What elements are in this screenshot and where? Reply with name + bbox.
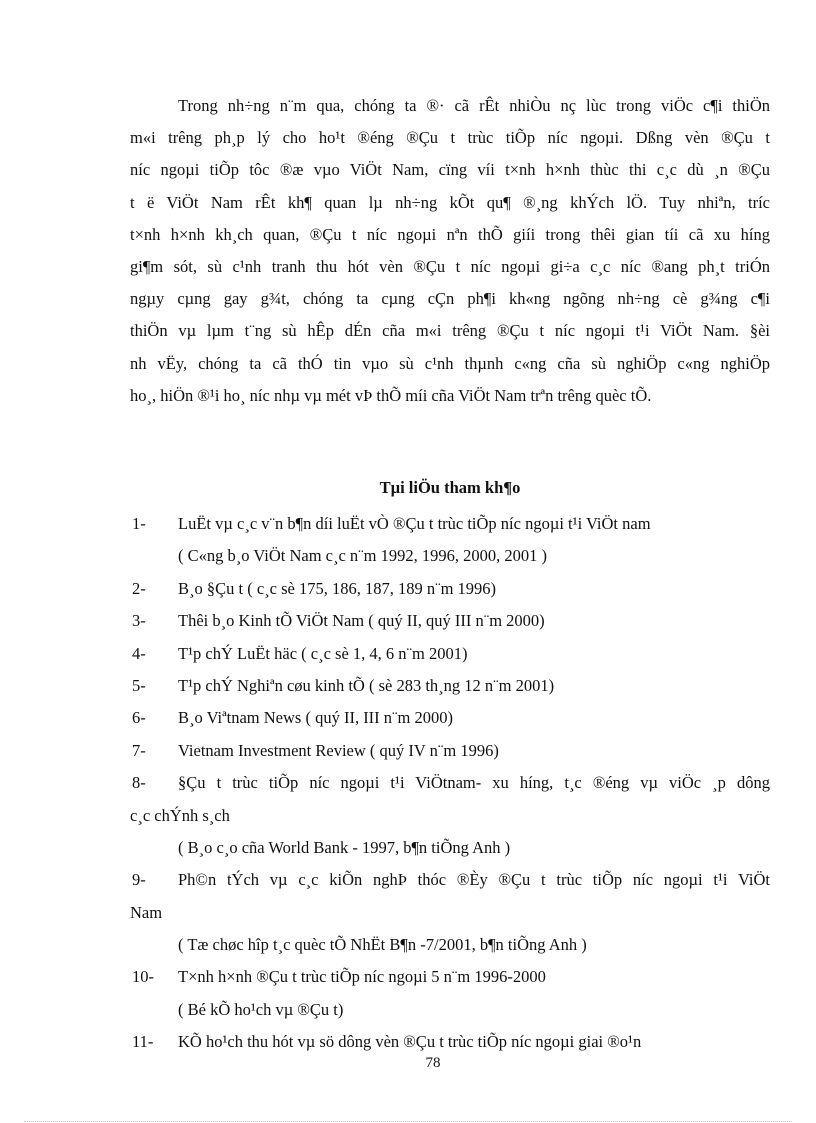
reference-text: Thêi b¸o Kinh tÕ ViÖt Nam ( quý II, quý III n¨m 2000) [178, 611, 545, 631]
reference-continuation [0, 800, 816, 832]
reference-text: KÕ ho¹ch thu hót vµ sö dông vèn ®Çu t trùc tiÕp níc ngoµi giai ®o¹n [178, 1032, 642, 1052]
reference-item [0, 573, 816, 605]
reference-number: 4- [132, 643, 146, 663]
reference-note [0, 929, 816, 961]
reference-item [0, 735, 816, 767]
reference-number: 1- [132, 514, 146, 533]
reference-item [0, 508, 816, 540]
reference-item [0, 864, 816, 896]
reference-item [0, 702, 816, 734]
reference-text: Ph©n tÝch vµ c¸c kiÕn nghÞ thóc ®Èy ®Çu t trùc tiÕp níc ngoµi t¹i ViÖt [178, 870, 770, 890]
reference-text: Vietnam Investment Review ( quý IV n¨m 1996) [178, 740, 499, 760]
reference-number: 2- [132, 578, 146, 598]
reference-text-continued: c¸c chÝnh s¸ch [130, 805, 230, 825]
reference-number: 5- [132, 675, 146, 695]
paragraph-line: gi¶m sót, sù c¹nh tranh thu hót vèn ®Çu t níc ngoµi gi÷a c¸c níc ®ang ph¸t triÓn [130, 257, 770, 277]
paragraph-line: ho¸, hiÖn ®¹i ho¸ níc nhµ vµ mét vÞ thÕ míi cña ViÖt Nam trªn trêng quèc tÕ. [130, 385, 652, 405]
reference-source: ( B¸o c¸o cña World Bank - 1997, b¶n tiÕng Anh ) [178, 837, 511, 857]
reference-number: 9- [132, 870, 146, 890]
reference-number: 10- [132, 967, 154, 987]
reference-item [0, 605, 816, 637]
page-number: 78 [425, 1055, 441, 1071]
paragraph-line: ngµy cµng gay g¾t, chóng ta cµng cÇn ph¶i kh«ng ngõng nh÷ng cè g¾ng c¶i [130, 289, 770, 309]
reference-text: B¸o §Çu t ( c¸c sè 175, 186, 187, 189 n¨m 1996) [178, 578, 497, 598]
reference-item [0, 961, 816, 993]
reference-number: 8- [132, 773, 146, 793]
reference-continuation [0, 897, 816, 929]
paragraph-line: t×nh h×nh kh¸ch quan, ®Çu t níc ngoµi nªn thÕ giíi trong thêi gian tíi cã xu híng [130, 224, 770, 244]
conclusion-paragraph [130, 90, 770, 412]
reference-text-continued: Nam [130, 902, 163, 922]
reference-item [0, 767, 816, 799]
reference-number: 11- [132, 1032, 154, 1052]
reference-note [0, 540, 816, 572]
reference-number: 3- [132, 611, 146, 631]
page-bottom-dotted-rule [24, 1121, 792, 1122]
reference-text: B¸o Viªtnam News ( quý II, III n¨m 2000) [178, 708, 453, 728]
paragraph-line: thiÖn vµ lµm t¨ng sù hÊp dÉn cña m«i trêng ®Çu t níc ngoµi t¹i ViÖt Nam. §èi [130, 321, 770, 341]
references-heading: Tµi liÖu tham kh¶o [379, 478, 521, 497]
reference-item [0, 1026, 816, 1058]
reference-text: LuËt vµ c¸c v¨n b¶n díi luËt vÒ ®Çu t trùc tiÕp níc ngoµi t¹i ViÖt nam [178, 514, 651, 533]
reference-number: 7- [132, 740, 146, 760]
reference-note [0, 994, 816, 1026]
paragraph-line: níc ngoµi tiÕp tôc ®æ vµo ViÖt Nam, cïng víi t×nh h×nh thùc thi c¸c dù ¸n ®Çu [130, 160, 770, 180]
reference-text: T¹p chÝ LuËt häc ( c¸c sè 1, 4, 6 n¨m 2001) [178, 643, 468, 663]
paragraph-line: t ë ViÖt Nam rÊt kh¶ quan lµ nh÷ng kÕt qu¶ ®¸ng khÝch lÖ. Tuy nhiªn, tríc [130, 192, 770, 212]
paragraph-line: nh vËy, chóng ta cã thÓ tin vµo sù c¹nh thµnh c«ng cña sù nghiÖp c«ng nghiÖp [130, 353, 770, 373]
paragraph-line: Trong nh÷ng n¨m qua, chóng ta ®· cã rÊt nhiÒu nç lùc trong viÖc c¶i thiÖn [178, 96, 770, 115]
reference-source: ( Bé kÕ ho¹ch vµ ®Çu t) [178, 999, 344, 1019]
reference-text: T×nh h×nh ®Çu t trùc tiÕp níc ngoµi 5 n¨m 1996-2000 [178, 967, 546, 987]
reference-source: ( C«ng b¸o ViÖt Nam c¸c n¨m 1992, 1996, 2000, 2001 ) [178, 546, 547, 566]
reference-text: T¹p chÝ Nghiªn cøu kinh tÕ ( sè 283 th¸ng 12 n¨m 2001) [178, 675, 555, 695]
reference-item [0, 638, 816, 670]
paragraph-line: m«i trêng ph¸p lý cho ho¹t ®éng ®Çu t trùc tiÕp níc ngoµi. Dßng vèn ®Çu t [130, 128, 770, 148]
references-list [0, 508, 816, 1059]
reference-text: §Çu t trùc tiÕp níc ngoµi t¹i ViÖtnam- xu híng, t¸c ®éng vµ viÖc ¸p dông [178, 773, 770, 793]
reference-item [0, 670, 816, 702]
reference-note [0, 832, 816, 864]
reference-number: 6- [132, 708, 146, 728]
reference-source: ( Tæ chøc hîp t¸c quèc tÕ NhËt B¶n -7/2001, b¶n tiÕng Anh ) [178, 935, 587, 955]
